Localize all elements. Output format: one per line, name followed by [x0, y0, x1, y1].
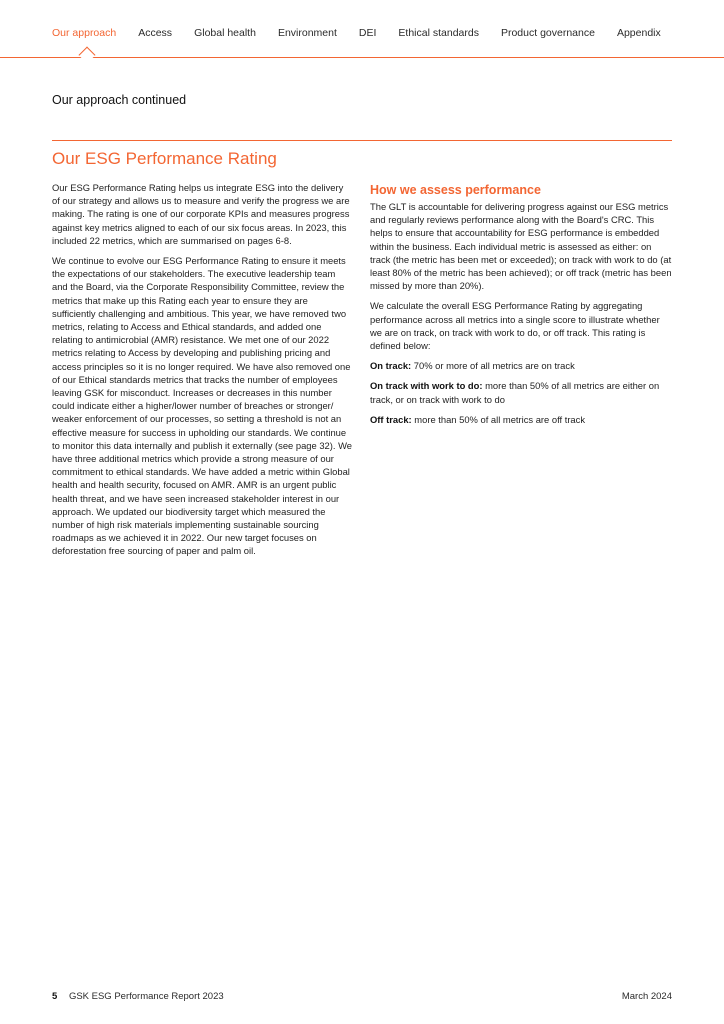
- report-date: March 2024: [621, 991, 672, 1002]
- definition-on-track-work-to-do: [370, 379, 672, 405]
- nav-list: [52, 27, 683, 39]
- nav-item-global-health[interactable]: Global health: [194, 27, 256, 39]
- left-column: [52, 181, 352, 565]
- report-title: GSK ESG Performance Report 2023: [68, 991, 224, 1002]
- nav-item-access[interactable]: Access: [138, 27, 173, 39]
- definition-term: On track with work to do:: [370, 380, 483, 392]
- left-paragraph-2: We continue to evolve our ESG Performance Rating to ensure it meets the expectations of our stakeholders. The executive leadership team and the Board, via the Corporate Responsibility Committee, review the metrics that make up this Rating each year to ensure they are sufficiently challenging and ambitious. This year, we have removed two metrics, relating to Access and Ethical standards, and added one relating to antimicrobial (AMR) resistance. We met one of our 2022 metrics relating to Access by developing and publishing pricing and access principles so it is no longer required. We have also removed one of our Ethical standards metrics that tracks the number of employees leaving GSK for misconduct. Increases or decreases in this number could indicate either a higher/lower number of breaches or stronger/ weaker enforcement of our processes, so setting a threshold is not an effective measure for success in upholding our standards. We continue to monitor this data internally and publish it externally (see page 32). We have three additional metrics which provide a strong measure of our commitment to ethical standards. We have added a metric within Global health and health security, focused on AMR. AMR is an urgent public health threat, and we have seen increased stakeholder interest in our approach. We updated our biodiversity target which measured the number of high risk materials implementing sustainable sourcing roadmaps as we achieved it in 2022. Our new target focuses on deforestation free sourcing of paper and palm oil.: [52, 255, 352, 557]
- nav-item-dei[interactable]: DEI: [358, 27, 377, 39]
- page-footer: [52, 991, 672, 1002]
- definition-off-track: [370, 413, 672, 426]
- nav-item-product-governance[interactable]: Product governance: [500, 27, 595, 39]
- page-title: Our ESG Performance Rating: [52, 149, 277, 168]
- right-paragraph-1: The GLT is accountable for delivering progress against our ESG metrics and regularly reviews performance along with the Board's CRC. This helps to ensure that accountability for ESG performance is embedded within the business. Each individual metric is assessed as either: on track (the metric has been met or exceeded); on track with work to do (at least 80% of the metric has been achieved); or off track (metric has been missed by more than 20%).: [370, 201, 672, 292]
- nav-item-ethical-standards[interactable]: Ethical standards: [398, 27, 479, 39]
- active-nav-caret-icon: [79, 47, 96, 64]
- nav-item-our-approach[interactable]: Our approach: [52, 27, 117, 39]
- definition-text: 70% or more of all metrics are on track: [411, 360, 575, 372]
- definition-term: Off track:: [370, 413, 412, 425]
- right-column: [370, 181, 672, 433]
- definition-term: On track:: [370, 360, 412, 372]
- left-paragraph-1: Our ESG Performance Rating helps us integrate ESG into the delivery of our strategy and allows us to measure and verify the progress we are making. The rating is one of our corporate KPIs and measures progress against key metrics aligned to each of our six focus areas. In 2023, this included 22 metrics, which are summarised on pages 6-8.: [52, 182, 350, 246]
- section-subtitle: Our approach continued: [52, 93, 187, 107]
- right-paragraph-2: We calculate the overall ESG Performance Rating by aggregating performance across all metrics into a single score to illustrate whether we are on track, on track with work to do, or off track. This rating is defined below:: [370, 300, 660, 352]
- page-number: 5: [52, 991, 58, 1002]
- top-navigation: [0, 0, 724, 58]
- assess-performance-heading: How we assess performance: [370, 183, 541, 197]
- definition-text: more than 50% of all metrics are either on track, or on track with work to do: [370, 380, 660, 405]
- definition-on-track: [370, 359, 672, 372]
- nav-item-appendix[interactable]: Appendix: [616, 27, 661, 39]
- nav-item-environment[interactable]: Environment: [277, 27, 337, 39]
- definition-text: more than 50% of all metrics are off track: [411, 413, 586, 425]
- title-divider: [52, 140, 672, 141]
